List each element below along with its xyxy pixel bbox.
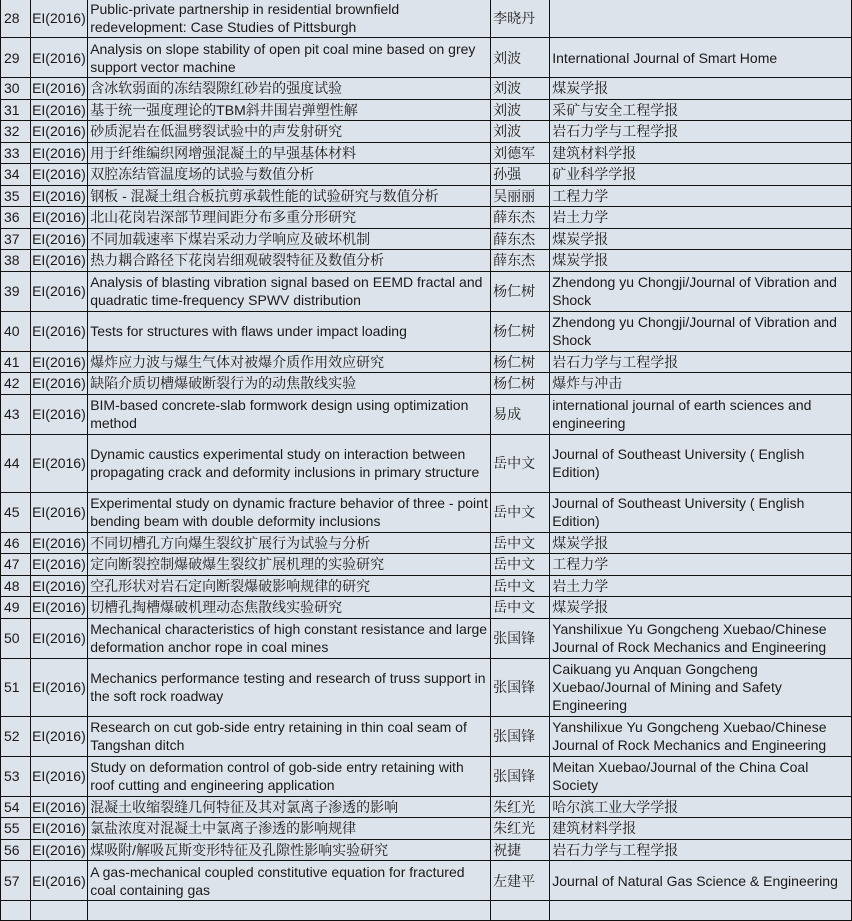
- author-name-cell: 薛东杰: [491, 250, 550, 272]
- paper-title-cell: 空孔形状对岩石定向断裂爆破影响规律的研究: [88, 575, 491, 597]
- author-name-cell: 杨仁树: [491, 271, 550, 311]
- author-name-cell: 杨仁树: [491, 373, 550, 395]
- paper-title-cell: 煤吸附/解吸瓦斯变形特征及孔隙性影响实验研究: [88, 839, 491, 861]
- paper-title-cell: 缺陷介质切槽爆破断裂行为的动焦散线实验: [88, 373, 491, 395]
- paper-title-cell: 混凝土收缩裂缝几何特征及其对氯离子渗透的影响: [88, 796, 491, 818]
- paper-title-cell: 砂质泥岩在低温劈裂试验中的声发射研究: [88, 121, 491, 143]
- paper-title-cell: Mechanical characteristics of high constant resistance and large deformation anchor rope in coal mines: [88, 618, 491, 658]
- table-row: [1, 756, 852, 796]
- paper-title-cell: 氯盐浓度对混凝土中氯离子渗透的影响规律: [88, 818, 491, 840]
- table-row: [1, 839, 852, 861]
- row-number-cell: 43: [1, 394, 31, 434]
- table-row: [1, 796, 852, 818]
- table-row: [1, 185, 852, 207]
- index-type-cell: EI(2016): [31, 716, 88, 756]
- row-number-cell: 28: [1, 0, 31, 38]
- author-name-cell: 刘波: [491, 99, 550, 121]
- table-row: [1, 0, 852, 38]
- paper-title-cell: 北山花岗岩深部节理间距分布多重分形研究: [88, 207, 491, 229]
- paper-title-cell: [88, 901, 491, 921]
- paper-title-cell: Tests for structures with flaws under impact loading: [88, 311, 491, 351]
- table-row: [1, 818, 852, 840]
- journal-name-cell: [550, 0, 852, 38]
- table-row: [1, 394, 852, 434]
- row-number-cell: 45: [1, 492, 31, 532]
- journal-name-cell: Yanshilixue Yu Gongcheng Xuebao/Chinese Journal of Rock Mechanics and Engineering: [550, 618, 852, 658]
- journal-name-cell: 哈尔滨工业大学学报: [550, 796, 852, 818]
- journal-name-cell: 煤炭学报: [550, 532, 852, 554]
- paper-title-cell: 热力耦合路径下花岗岩细观破裂特征及数值分析: [88, 250, 491, 272]
- author-name-cell: 岳中文: [491, 554, 550, 576]
- journal-name-cell: 岩土力学: [550, 575, 852, 597]
- author-name-cell: 易成: [491, 394, 550, 434]
- row-number-cell: 32: [1, 121, 31, 143]
- index-type-cell: [31, 901, 88, 921]
- row-number-cell: 46: [1, 532, 31, 554]
- index-type-cell: EI(2016): [31, 0, 88, 38]
- row-number-cell: 34: [1, 164, 31, 186]
- journal-name-cell: Yanshilixue Yu Gongcheng Xuebao/Chinese Journal of Rock Mechanics and Engineering: [550, 716, 852, 756]
- row-number-cell: 48: [1, 575, 31, 597]
- index-type-cell: EI(2016): [31, 818, 88, 840]
- row-number-cell: 51: [1, 658, 31, 716]
- author-name-cell: 刘波: [491, 121, 550, 143]
- index-type-cell: EI(2016): [31, 373, 88, 395]
- row-number-cell: 37: [1, 228, 31, 250]
- index-type-cell: EI(2016): [31, 38, 88, 78]
- journal-name-cell: Caikuang yu Anquan Gongcheng Xuebao/Journal of Mining and Safety Engineering: [550, 658, 852, 716]
- index-type-cell: EI(2016): [31, 532, 88, 554]
- journal-name-cell: 煤炭学报: [550, 250, 852, 272]
- journal-name-cell: 工程力学: [550, 554, 852, 576]
- journal-name-cell: Zhendong yu Chongji/Journal of Vibration and Shock: [550, 271, 852, 311]
- index-type-cell: EI(2016): [31, 861, 88, 901]
- row-number-cell: 57: [1, 861, 31, 901]
- journal-name-cell: 工程力学: [550, 185, 852, 207]
- journal-name-cell: 岩石力学与工程学报: [550, 121, 852, 143]
- paper-title-cell: 不同切槽孔方向爆生裂纹扩展行为试验与分析: [88, 532, 491, 554]
- paper-title-cell: 切槽孔掏槽爆破机理动态焦散线实验研究: [88, 597, 491, 619]
- author-name-cell: 李晓丹: [491, 0, 550, 38]
- table-row: [1, 38, 852, 78]
- author-name-cell: 祝捷: [491, 839, 550, 861]
- paper-title-cell: 用于纤维编织网增强混凝土的早强基体材料: [88, 142, 491, 164]
- journal-name-cell: Journal of Southeast University ( English Edition): [550, 434, 852, 492]
- table-row: [1, 532, 852, 554]
- row-number-cell: 33: [1, 142, 31, 164]
- row-number-cell: 42: [1, 373, 31, 395]
- author-name-cell: 左建平: [491, 861, 550, 901]
- paper-title-cell: 钢板 - 混凝土组合板抗剪承载性能的试验研究与数值分析: [88, 185, 491, 207]
- row-number-cell: 53: [1, 756, 31, 796]
- row-number-cell: 49: [1, 597, 31, 619]
- row-number-cell: 35: [1, 185, 31, 207]
- table-row: [1, 121, 852, 143]
- row-number-cell: 38: [1, 250, 31, 272]
- index-type-cell: EI(2016): [31, 839, 88, 861]
- journal-name-cell: Zhendong yu Chongji/Journal of Vibration and Shock: [550, 311, 852, 351]
- paper-title-cell: A gas-mechanical coupled constitutive equation for fractured coal containing gas: [88, 861, 491, 901]
- author-name-cell: 张国锋: [491, 618, 550, 658]
- paper-title-cell: Analysis of blasting vibration signal based on EEMD fractal and quadratic time-frequency SPWV distribution: [88, 271, 491, 311]
- row-number-cell: 40: [1, 311, 31, 351]
- row-number-cell: 31: [1, 99, 31, 121]
- index-type-cell: EI(2016): [31, 597, 88, 619]
- author-name-cell: 薛东杰: [491, 207, 550, 229]
- author-name-cell: 岳中文: [491, 575, 550, 597]
- author-name-cell: 杨仁树: [491, 311, 550, 351]
- author-name-cell: 张国锋: [491, 716, 550, 756]
- index-type-cell: EI(2016): [31, 228, 88, 250]
- author-name-cell: 岳中文: [491, 434, 550, 492]
- paper-title-cell: Analysis on slope stability of open pit coal mine based on grey support vector machine: [88, 38, 491, 78]
- table-row: [1, 373, 852, 395]
- paper-title-cell: Research on cut gob-side entry retaining in thin coal seam of Tangshan ditch: [88, 716, 491, 756]
- index-type-cell: EI(2016): [31, 250, 88, 272]
- author-name-cell: 张国锋: [491, 658, 550, 716]
- journal-name-cell: 建筑材料学报: [550, 142, 852, 164]
- index-type-cell: EI(2016): [31, 492, 88, 532]
- table-row: [1, 434, 852, 492]
- journal-name-cell: Journal of Natural Gas Science & Engineering: [550, 861, 852, 901]
- table-row: [1, 271, 852, 311]
- table-row: [1, 164, 852, 186]
- journal-name-cell: 矿业科学学报: [550, 164, 852, 186]
- index-type-cell: EI(2016): [31, 394, 88, 434]
- row-number-cell: 55: [1, 818, 31, 840]
- index-type-cell: EI(2016): [31, 351, 88, 373]
- row-number-cell: 54: [1, 796, 31, 818]
- journal-name-cell: 煤炭学报: [550, 228, 852, 250]
- author-name-cell: 朱红光: [491, 796, 550, 818]
- paper-title-cell: Public-private partnership in residential brownfield redevelopment: Case Studies of Pittsburgh: [88, 0, 491, 38]
- paper-title-cell: 基于统一强度理论的TBM斜井围岩弹塑性解: [88, 99, 491, 121]
- journal-name-cell: Meitan Xuebao/Journal of the China Coal Society: [550, 756, 852, 796]
- index-type-cell: EI(2016): [31, 756, 88, 796]
- row-number-cell: 44: [1, 434, 31, 492]
- author-name-cell: 吴丽丽: [491, 185, 550, 207]
- journal-name-cell: 爆炸与冲击: [550, 373, 852, 395]
- paper-title-cell: Study on deformation control of gob-side entry retaining with roof cutting and engineering application: [88, 756, 491, 796]
- journal-name-cell: 采矿与安全工程学报: [550, 99, 852, 121]
- author-name-cell: 朱红光: [491, 818, 550, 840]
- table-row: [1, 142, 852, 164]
- index-type-cell: EI(2016): [31, 142, 88, 164]
- author-name-cell: 薛东杰: [491, 228, 550, 250]
- row-number-cell: 56: [1, 839, 31, 861]
- author-name-cell: 刘波: [491, 38, 550, 78]
- index-type-cell: EI(2016): [31, 658, 88, 716]
- index-type-cell: EI(2016): [31, 99, 88, 121]
- row-number-cell: 41: [1, 351, 31, 373]
- journal-name-cell: 煤炭学报: [550, 597, 852, 619]
- table-row: [1, 901, 852, 921]
- paper-title-cell: Experimental study on dynamic fracture behavior of three - point bending beam with double deformity inclusions: [88, 492, 491, 532]
- table-row: [1, 492, 852, 532]
- index-type-cell: EI(2016): [31, 434, 88, 492]
- row-number-cell: 30: [1, 78, 31, 100]
- paper-title-cell: 含冰软弱面的冻结裂隙红砂岩的强度试验: [88, 78, 491, 100]
- paper-title-cell: BIM-based concrete-slab formwork design using optimization method: [88, 394, 491, 434]
- row-number-cell: 39: [1, 271, 31, 311]
- row-number-cell: 50: [1, 618, 31, 658]
- author-name-cell: [491, 901, 550, 921]
- table-row: [1, 311, 852, 351]
- index-type-cell: EI(2016): [31, 207, 88, 229]
- table-row: [1, 861, 852, 901]
- table-row: [1, 658, 852, 716]
- index-type-cell: EI(2016): [31, 796, 88, 818]
- row-number-cell: 47: [1, 554, 31, 576]
- index-type-cell: EI(2016): [31, 78, 88, 100]
- index-type-cell: EI(2016): [31, 554, 88, 576]
- row-number-cell: 29: [1, 38, 31, 78]
- table-row: [1, 554, 852, 576]
- index-type-cell: EI(2016): [31, 618, 88, 658]
- row-number-cell: [1, 901, 31, 921]
- author-name-cell: 刘德军: [491, 142, 550, 164]
- index-type-cell: EI(2016): [31, 185, 88, 207]
- row-number-cell: 36: [1, 207, 31, 229]
- row-number-cell: 52: [1, 716, 31, 756]
- author-name-cell: 岳中文: [491, 532, 550, 554]
- table-row: [1, 228, 852, 250]
- paper-title-cell: 不同加载速率下煤岩采动力学响应及破坏机制: [88, 228, 491, 250]
- table-row: [1, 78, 852, 100]
- author-name-cell: 岳中文: [491, 492, 550, 532]
- author-name-cell: 岳中文: [491, 597, 550, 619]
- journal-name-cell: 岩土力学: [550, 207, 852, 229]
- index-type-cell: EI(2016): [31, 311, 88, 351]
- table-body: [1, 0, 852, 921]
- table-row: [1, 207, 852, 229]
- index-type-cell: EI(2016): [31, 164, 88, 186]
- author-name-cell: 张国锋: [491, 756, 550, 796]
- paper-title-cell: Dynamic caustics experimental study on interaction between propagating crack and deformity inclusions in primary structure: [88, 434, 491, 492]
- journal-name-cell: 建筑材料学报: [550, 818, 852, 840]
- index-type-cell: EI(2016): [31, 271, 88, 311]
- paper-title-cell: 定向断裂控制爆破爆生裂纹扩展机理的实验研究: [88, 554, 491, 576]
- paper-title-cell: 爆炸应力波与爆生气体对被爆介质作用效应研究: [88, 351, 491, 373]
- table-row: [1, 618, 852, 658]
- journal-name-cell: 岩石力学与工程学报: [550, 839, 852, 861]
- paper-title-cell: Mechanics performance testing and research of truss support in the soft rock roadway: [88, 658, 491, 716]
- author-name-cell: 刘波: [491, 78, 550, 100]
- author-name-cell: 杨仁树: [491, 351, 550, 373]
- index-type-cell: EI(2016): [31, 121, 88, 143]
- journal-name-cell: Journal of Southeast University ( English Edition): [550, 492, 852, 532]
- journal-name-cell: international journal of earth sciences and engineering: [550, 394, 852, 434]
- journal-name-cell: 煤炭学报: [550, 78, 852, 100]
- journal-name-cell: 岩石力学与工程学报: [550, 351, 852, 373]
- index-type-cell: EI(2016): [31, 575, 88, 597]
- table-row: [1, 716, 852, 756]
- table-row: [1, 597, 852, 619]
- author-name-cell: 孙强: [491, 164, 550, 186]
- journal-name-cell: [550, 901, 852, 921]
- table-row: [1, 351, 852, 373]
- paper-title-cell: 双腔冻结管温度场的试验与数值分析: [88, 164, 491, 186]
- table-row: [1, 99, 852, 121]
- table-row: [1, 575, 852, 597]
- table-row: [1, 250, 852, 272]
- journal-name-cell: International Journal of Smart Home: [550, 38, 852, 78]
